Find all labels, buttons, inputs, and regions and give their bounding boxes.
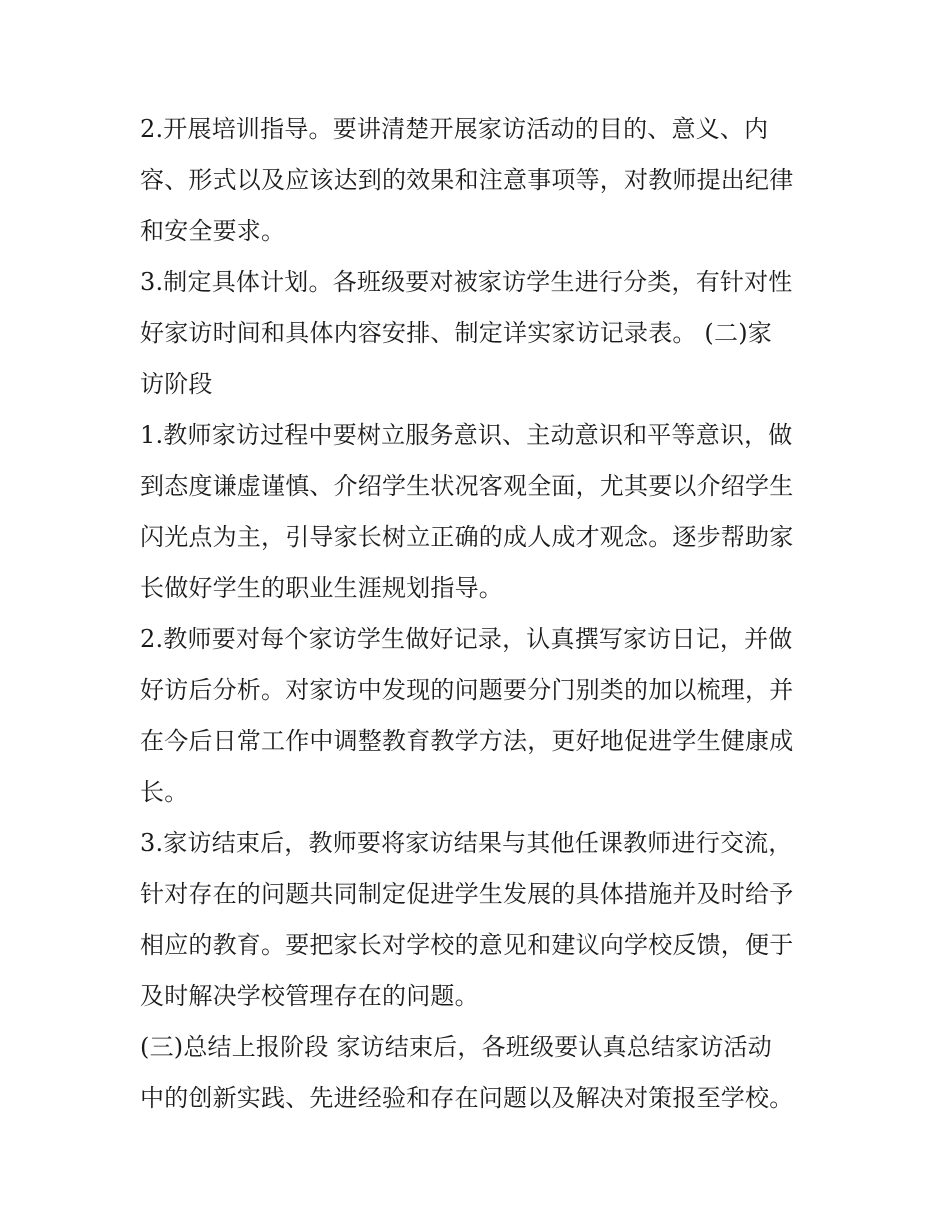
text-line: 2.教师要对每个家访学生做好记录，认真撰写家访日记，并做: [140, 625, 793, 653]
text-line: (三)总结上报阶段 家访结束后，各班级要认真总结家访活动: [140, 1033, 772, 1061]
document-body: [140, 104, 820, 1124]
text-line: 3.制定具体计划。各班级要对被家访学生进行分类，有针对性: [140, 268, 793, 296]
text-line: 3.家访结束后，教师要将家访结果与其他任课教师进行交流，: [140, 829, 793, 857]
text-line: 到态度谦虚谨慎、介绍学生状况客观全面，尤其要以介绍学生: [140, 472, 794, 500]
text-line: 访阶段: [140, 370, 213, 398]
text-line: 相应的教育。要把家长对学校的意见和建议向学校反馈，便于: [140, 931, 794, 959]
text-line: 和安全要求。: [140, 217, 286, 245]
text-line: 1.教师家访过程中要树立服务意识、主动意识和平等意识，做: [140, 421, 793, 449]
text-line: 中的创新实践、先进经验和存在问题以及解决对策报至学校。: [140, 1084, 794, 1112]
text-line: 好家访时间和具体内容安排、制定详实家访记录表。 (二)家: [140, 319, 772, 347]
text-line: 长。: [140, 778, 189, 806]
text-line: 容、形式以及应该达到的效果和注意事项等，对教师提出纪律: [140, 166, 794, 194]
text-line: 2.开展培训指导。要讲清楚开展家访活动的目的、意义、内: [140, 115, 769, 143]
text-line: 闪光点为主，引导家长树立正确的成人成才观念。逐步帮助家: [140, 523, 794, 551]
text-line: 针对存在的问题共同制定促进学生发展的具体措施并及时给予: [140, 880, 794, 908]
text-line: 在今后日常工作中调整教育教学方法，更好地促进学生健康成: [140, 727, 794, 755]
text-line: 及时解决学校管理存在的问题。: [140, 982, 479, 1010]
text-line: 长做好学生的职业生涯规划指导。: [140, 574, 503, 602]
text-line: 好访后分析。对家访中发现的问题要分门别类的加以梳理，并: [140, 676, 794, 704]
